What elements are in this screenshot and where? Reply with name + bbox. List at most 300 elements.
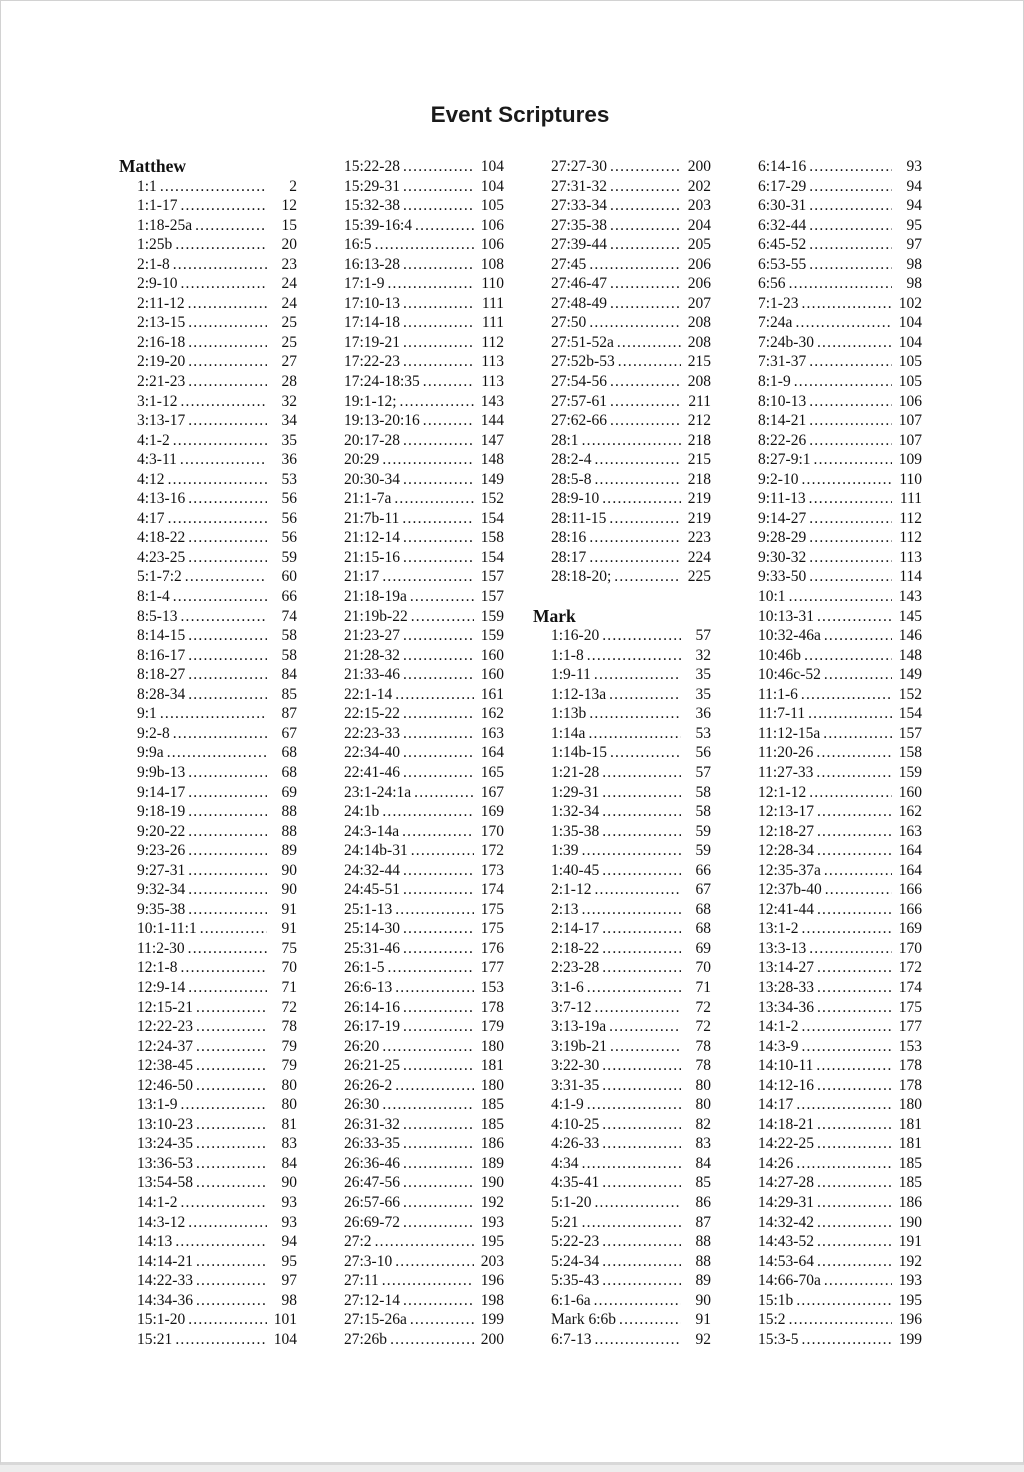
index-entry (326, 470, 504, 490)
entry-ref: 9:2-10 (758, 470, 799, 488)
index-entry (119, 900, 297, 920)
entry-page-number: 224 (687, 548, 711, 566)
index-entry (533, 431, 711, 451)
entry-page-number: 112 (899, 529, 922, 547)
dot-leader (609, 509, 681, 529)
dot-leader (403, 313, 474, 333)
index-entry (740, 567, 922, 587)
dot-leader (185, 567, 267, 587)
entry-ref: 9:2-8 (137, 724, 170, 742)
entry-ref: 14:29-31 (758, 1193, 814, 1211)
entry-page-number: 166 (898, 881, 922, 899)
entry-ref: 12:1-8 (137, 959, 178, 977)
dot-leader (403, 998, 474, 1018)
index-entry (533, 626, 711, 646)
dot-leader (188, 528, 267, 548)
entry-ref: 1:12-13a (551, 685, 607, 703)
dot-leader (387, 274, 474, 294)
entry-page-number: 66 (281, 588, 297, 606)
dot-leader (617, 333, 681, 353)
index-entry (326, 411, 504, 431)
dot-leader (403, 1115, 474, 1135)
entry-page-number: 208 (687, 373, 711, 391)
entry-page-number: 24 (281, 294, 297, 312)
entry-page-number: 180 (480, 1037, 504, 1055)
dot-leader (602, 1056, 681, 1076)
entry-ref: 1:32-34 (551, 803, 600, 821)
index-entry (740, 998, 922, 1018)
dot-leader (188, 900, 267, 920)
dot-leader (403, 665, 474, 685)
index-entry (740, 470, 922, 490)
entry-ref: 14:1-2 (758, 1018, 799, 1036)
dot-leader (809, 411, 892, 431)
entry-ref: 12:28-34 (758, 842, 814, 860)
dot-leader (403, 880, 474, 900)
entry-page-number: 87 (695, 1213, 711, 1231)
entry-page-number: 56 (695, 744, 711, 762)
dot-leader (395, 685, 474, 705)
entry-ref: 1:1 (137, 177, 157, 195)
page-title: Event Scriptures (430, 102, 610, 127)
entry-ref: 14:13 (137, 1233, 173, 1251)
entry-ref: 26:36-46 (344, 1154, 400, 1172)
index-entry (533, 255, 711, 275)
entry-page-number: 154 (480, 548, 504, 566)
entry-ref: 14:10-11 (758, 1057, 814, 1075)
dot-leader (817, 607, 892, 627)
dot-leader (403, 177, 474, 197)
entry-page-number: 88 (281, 803, 297, 821)
dot-leader (602, 1252, 681, 1272)
entry-ref: 3:13-17 (137, 412, 186, 430)
dot-leader (817, 998, 892, 1018)
dot-leader (403, 1291, 474, 1311)
dot-leader (414, 783, 474, 803)
dot-leader (403, 548, 474, 568)
entry-page-number: 101 (273, 1311, 297, 1329)
entry-ref: 26:6-13 (344, 978, 393, 996)
dot-leader (403, 470, 474, 490)
dot-leader (403, 763, 474, 783)
entry-ref: 12:22-23 (137, 1018, 193, 1036)
entry-ref: 19:1-12; (344, 392, 397, 410)
index-entry (740, 372, 922, 392)
entry-page-number: 172 (898, 959, 922, 977)
dot-leader (423, 411, 474, 431)
index-entry (119, 939, 297, 959)
entry-page-number: 78 (695, 1037, 711, 1055)
entry-ref: 1:18-25a (137, 216, 193, 234)
index-entry (533, 880, 711, 900)
entry-ref: 8:5-13 (137, 607, 178, 625)
index-entry (326, 1037, 504, 1057)
entry-ref: 12:9-14 (137, 978, 186, 996)
entry-ref: 12:18-27 (758, 822, 814, 840)
entry-ref: 8:22-26 (758, 431, 807, 449)
entry-page-number: 207 (687, 294, 711, 312)
index-entry (119, 1115, 297, 1135)
entry-ref: 3:31-35 (551, 1076, 600, 1094)
entry-ref: 2:23-28 (551, 959, 600, 977)
index-entry (119, 470, 297, 490)
entry-ref: 25:1-13 (344, 900, 393, 918)
entry-page-number: 193 (480, 1213, 504, 1231)
index-entry (119, 822, 297, 842)
entry-ref: 8:18-27 (137, 666, 186, 684)
entry-page-number: 32 (695, 646, 711, 664)
entry-page-number: 173 (480, 861, 504, 879)
dot-leader (610, 177, 681, 197)
index-entry (326, 255, 504, 275)
dot-leader (196, 1115, 267, 1135)
entry-ref: 13:1-9 (137, 1096, 178, 1114)
entry-page-number: 206 (687, 255, 711, 273)
index-entry (740, 978, 922, 998)
entry-ref: 26:30 (344, 1096, 380, 1114)
index-entry (533, 1330, 711, 1350)
entry-ref: 4:18-22 (137, 529, 186, 547)
entry-page-number: 60 (281, 568, 297, 586)
index-entry (326, 196, 504, 216)
entry-page-number: 177 (480, 959, 504, 977)
index-entry (740, 841, 922, 861)
entry-page-number: 78 (281, 1018, 297, 1036)
index-entry (533, 1271, 711, 1291)
index-entry (119, 1095, 297, 1115)
index-entry (326, 841, 504, 861)
dot-leader (403, 431, 474, 451)
dot-leader (804, 646, 892, 666)
entry-page-number: 161 (480, 685, 504, 703)
entry-page-number: 189 (480, 1154, 504, 1172)
entry-ref: 26:21-25 (344, 1057, 400, 1075)
entry-ref: 4:34 (551, 1154, 579, 1172)
dot-leader (817, 1193, 892, 1213)
index-entry (740, 431, 922, 451)
dot-leader (403, 939, 474, 959)
dot-leader (196, 1076, 267, 1096)
entry-page-number: 59 (281, 548, 297, 566)
entry-ref: 9:27-31 (137, 861, 186, 879)
entry-ref: 14:43-52 (758, 1233, 814, 1251)
index-entry (119, 802, 297, 822)
entry-page-number: 104 (898, 333, 922, 351)
index-entry (326, 900, 504, 920)
entry-page-number: 90 (281, 881, 297, 899)
entry-page-number: 203 (480, 1252, 504, 1270)
index-entry (740, 235, 922, 255)
entry-page-number: 79 (281, 1037, 297, 1055)
dot-leader (594, 1291, 681, 1311)
dot-leader (594, 450, 681, 470)
index-entry (533, 216, 711, 236)
index-entry (119, 1213, 297, 1233)
index-entry (119, 1330, 297, 1350)
entry-page-number: 153 (480, 978, 504, 996)
entry-page-number: 174 (480, 881, 504, 899)
entry-ref: 15:39-16:4 (344, 216, 413, 234)
entry-page-number: 177 (898, 1018, 922, 1036)
entry-ref: 5:35-43 (551, 1272, 600, 1290)
entry-ref: 26:57-66 (344, 1193, 400, 1211)
entry-ref: 1:39 (551, 842, 579, 860)
index-entry (533, 392, 711, 412)
dot-leader (809, 528, 892, 548)
entry-page-number: 72 (695, 998, 711, 1016)
dot-leader (403, 861, 474, 881)
dot-leader (610, 216, 681, 236)
index-entry (326, 1232, 504, 1252)
entry-page-number: 152 (480, 490, 504, 508)
index-entry (740, 1291, 922, 1311)
dot-leader (188, 783, 267, 803)
entry-ref: 11:7-11 (758, 705, 806, 723)
dot-leader (188, 685, 267, 705)
entry-page-number: 58 (281, 646, 297, 664)
entry-page-number: 166 (898, 900, 922, 918)
dot-leader (173, 587, 267, 607)
index-entry (326, 431, 504, 451)
index-entry (326, 998, 504, 1018)
entry-ref: 17:19-21 (344, 333, 400, 351)
index-entry (119, 958, 297, 978)
dot-leader (382, 802, 474, 822)
dot-leader (382, 1037, 474, 1057)
entry-ref: 13:54-58 (137, 1174, 193, 1192)
entry-ref: 9:14-17 (137, 783, 186, 801)
entry-ref: 20:30-34 (344, 470, 400, 488)
entry-page-number: 158 (898, 744, 922, 762)
index-entry (119, 1173, 297, 1193)
dot-leader (588, 724, 681, 744)
dot-leader (602, 802, 681, 822)
index-entry (326, 450, 504, 470)
entry-ref: 1:1-8 (551, 646, 584, 664)
entry-ref: 4:13-16 (137, 490, 186, 508)
index-entry (533, 704, 711, 724)
index-entry (326, 607, 504, 627)
dot-leader (816, 1056, 892, 1076)
entry-page-number: 186 (898, 1193, 922, 1211)
entry-page-number: 87 (281, 705, 297, 723)
dot-leader (188, 294, 267, 314)
entry-ref: 17:24-18:35 (344, 373, 420, 391)
entry-ref: 10:13-31 (758, 607, 814, 625)
dot-leader (188, 1310, 267, 1330)
entry-ref: 10:46c-52 (758, 666, 821, 684)
entry-page-number: 106 (480, 236, 504, 254)
dot-leader (602, 626, 681, 646)
dot-leader (801, 470, 892, 490)
index-entry (119, 1232, 297, 1252)
dot-leader (410, 587, 474, 607)
entry-page-number: 53 (281, 470, 297, 488)
index-entry (119, 607, 297, 627)
dot-leader (196, 1056, 267, 1076)
entry-page-number: 70 (281, 959, 297, 977)
entry-page-number: 110 (899, 470, 922, 488)
entry-page-number: 149 (480, 470, 504, 488)
entry-page-number: 93 (281, 1193, 297, 1211)
index-entry (533, 763, 711, 783)
entry-page-number: 218 (687, 470, 711, 488)
dot-leader (824, 1271, 892, 1291)
dot-leader (188, 880, 267, 900)
entry-page-number: 195 (480, 1233, 504, 1251)
index-entry (326, 177, 504, 197)
entry-page-number: 2 (289, 177, 297, 195)
index-entry (326, 1154, 504, 1174)
entry-page-number: 91 (281, 920, 297, 938)
index-column (326, 157, 504, 1349)
entry-page-number: 25 (281, 333, 297, 351)
entry-ref: 10:1-11:1 (137, 920, 197, 938)
entry-page-number: 88 (695, 1233, 711, 1251)
index-entry (119, 1252, 297, 1272)
entry-ref: 26:20 (344, 1037, 380, 1055)
entry-page-number: 74 (281, 607, 297, 625)
index-entry (740, 392, 922, 412)
entry-ref: 21:33-46 (344, 666, 400, 684)
index-entry (533, 1115, 711, 1135)
index-entry (533, 509, 711, 529)
entry-page-number: 112 (481, 333, 504, 351)
dot-leader (619, 1310, 681, 1330)
entry-ref: 15:3-5 (758, 1330, 799, 1348)
index-entry (740, 665, 922, 685)
dot-leader (403, 333, 474, 353)
dot-leader (188, 411, 267, 431)
entry-ref: 9:35-38 (137, 900, 186, 918)
dot-leader (618, 352, 681, 372)
entry-ref: 5:21 (551, 1213, 579, 1231)
entry-page-number: 56 (281, 509, 297, 527)
entry-ref: 24:32-44 (344, 861, 400, 879)
dot-leader (196, 1252, 267, 1272)
entry-page-number: 23 (281, 255, 297, 273)
dot-leader (817, 978, 892, 998)
entry-page-number: 98 (281, 1291, 297, 1309)
entry-page-number: 190 (898, 1213, 922, 1231)
entry-ref: 2:21-23 (137, 373, 186, 391)
index-entry (119, 392, 297, 412)
entry-ref: 10:46b (758, 646, 802, 664)
index-entry (740, 411, 922, 431)
index-entry (533, 1291, 711, 1311)
entry-page-number: 56 (281, 490, 297, 508)
dot-leader (789, 274, 892, 294)
entry-page-number: 215 (687, 451, 711, 469)
index-entry (119, 1017, 297, 1037)
dot-leader (589, 528, 681, 548)
dot-leader (610, 372, 681, 392)
entry-page-number: 159 (480, 607, 504, 625)
entry-ref: 8:27-9:1 (758, 451, 811, 469)
index-entry (740, 587, 922, 607)
index-entry (533, 939, 711, 959)
dot-leader (403, 704, 474, 724)
entry-page-number: 164 (898, 842, 922, 860)
entry-ref: 13:1-2 (758, 920, 799, 938)
dot-leader (817, 1076, 892, 1096)
index-entry (119, 431, 297, 451)
entry-page-number: 158 (480, 529, 504, 547)
index-entry (740, 900, 922, 920)
index-entry (326, 1213, 504, 1233)
dot-leader (395, 1252, 474, 1272)
entry-ref: 6:7-13 (551, 1330, 592, 1348)
entry-page-number: 15 (281, 216, 297, 234)
entry-page-number: 84 (695, 1154, 711, 1172)
index-entry (326, 235, 504, 255)
entry-page-number: 68 (695, 920, 711, 938)
index-entry (740, 1173, 922, 1193)
entry-page-number: 105 (898, 353, 922, 371)
dot-leader (594, 998, 681, 1018)
index-entry (326, 274, 504, 294)
index-entry (740, 685, 922, 705)
index-entry (740, 313, 922, 333)
dot-leader (816, 743, 892, 763)
entry-ref: 14:1-2 (137, 1193, 178, 1211)
entry-ref: 4:17 (137, 509, 165, 527)
entry-page-number: 83 (281, 1135, 297, 1153)
dot-leader (602, 1115, 681, 1135)
entry-page-number: 93 (281, 1213, 297, 1231)
dot-leader (175, 235, 267, 255)
index-entry (326, 665, 504, 685)
entry-page-number: 72 (695, 1018, 711, 1036)
entry-page-number: 148 (480, 451, 504, 469)
entry-ref: 12:41-44 (758, 900, 814, 918)
entry-page-number: 144 (480, 412, 504, 430)
index-entry (533, 783, 711, 803)
entry-ref: 12:46-50 (137, 1076, 193, 1094)
entry-ref: 1:35-38 (551, 822, 600, 840)
entry-ref: 6:1-6a (551, 1291, 591, 1309)
entry-page-number: 84 (281, 1154, 297, 1172)
entry-page-number: 104 (480, 158, 504, 175)
entry-page-number: 107 (898, 412, 922, 430)
entry-ref: 7:24b-30 (758, 333, 814, 351)
entry-ref: 14:66-70a (758, 1272, 821, 1290)
entry-page-number: 160 (480, 646, 504, 664)
index-entry (326, 216, 504, 236)
dot-leader (400, 392, 474, 412)
dot-leader (403, 1193, 474, 1213)
entry-page-number: 88 (281, 822, 297, 840)
dot-leader (602, 1134, 681, 1154)
entry-page-number: 90 (281, 861, 297, 879)
index-entry (326, 763, 504, 783)
index-entry (533, 294, 711, 314)
index-entry (740, 1232, 922, 1252)
entry-ref: 6:53-55 (758, 255, 807, 273)
entry-ref: 28:5-8 (551, 470, 592, 488)
index-entry (326, 1115, 504, 1135)
entry-ref: 17:22-23 (344, 353, 400, 371)
entry-page-number: 20 (281, 236, 297, 254)
index-entry (740, 548, 922, 568)
entry-ref: 9:28-29 (758, 529, 807, 547)
dot-leader (411, 841, 474, 861)
entry-ref: 12:13-17 (758, 803, 814, 821)
entry-page-number: 219 (687, 490, 711, 508)
index-entry (119, 783, 297, 803)
dot-leader (610, 294, 681, 314)
dot-leader (180, 958, 267, 978)
